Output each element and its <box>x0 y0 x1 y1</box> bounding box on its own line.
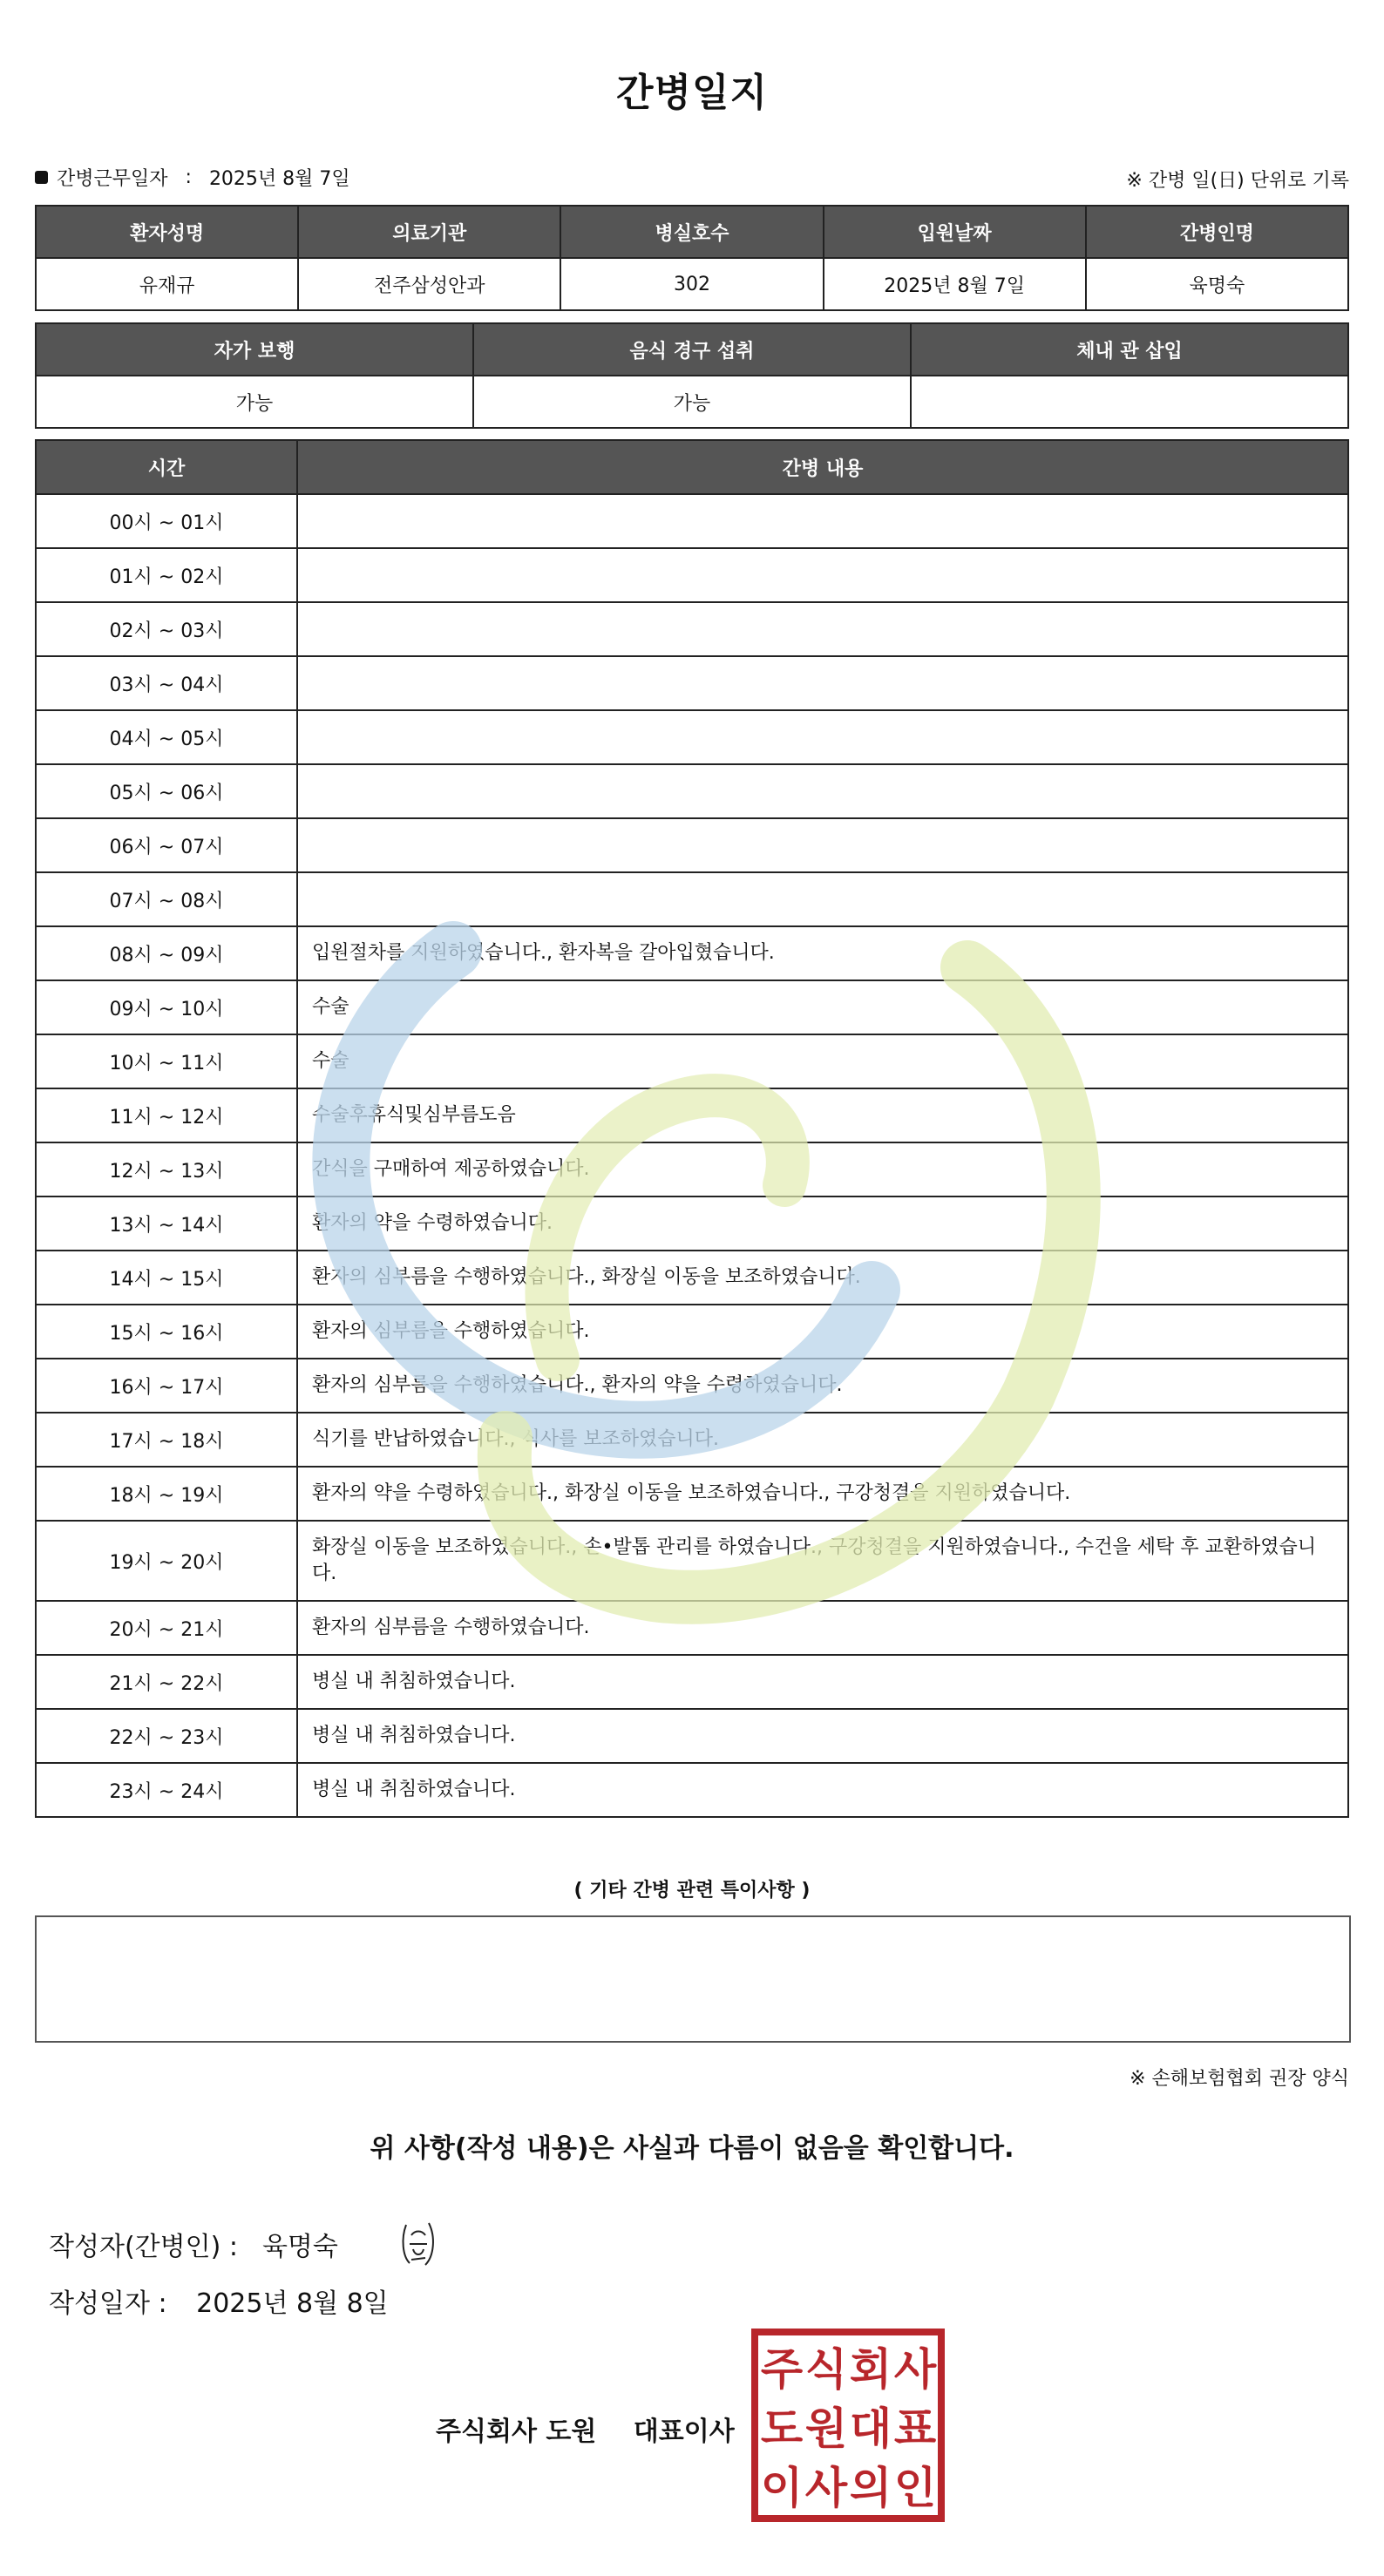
header-patient-name: 환자성명 <box>36 206 298 258</box>
hourly-care-log-table <box>35 439 1349 1818</box>
header-tube-insertion: 체내 관 삽입 <box>911 323 1348 376</box>
admission-date: 2025년 8월 7일 <box>824 258 1086 310</box>
log-content-cell <box>297 764 1348 818</box>
seal-character: 이 <box>760 2463 804 2513</box>
patient-status-header-row <box>36 323 1348 376</box>
company-line <box>436 2410 735 2448</box>
company-seal-stamp <box>751 2329 945 2522</box>
log-time-cell: 18시 ~ 19시 <box>36 1467 297 1521</box>
care-log-header-row <box>36 440 1348 494</box>
seal-character: 사 <box>804 2463 848 2513</box>
seal-character: 도 <box>760 2403 804 2454</box>
writer-label: 작성자(간병인) : <box>49 2232 238 2262</box>
representative-title: 대표이사 <box>633 2417 735 2447</box>
recommended-form-note: ※ 손해보험협회 권장 양식 <box>1130 2068 1349 2090</box>
log-content-cell: 환자의 약을 수령하였습니다., 화장실 이동을 보조하였습니다., 구강청결을 지원하였습니다. <box>297 1467 1348 1521</box>
care-log-row <box>36 926 1348 980</box>
room-number: 302 <box>560 258 823 310</box>
seal-character: 주 <box>760 2344 804 2395</box>
self-walking-value: 가능 <box>36 376 473 428</box>
log-content-cell: 병실 내 취침하였습니다. <box>297 1655 1348 1709</box>
care-log-row <box>36 1709 1348 1763</box>
special-notes-label: ( 기타 간병 관련 특이사항 ) <box>573 1880 811 1901</box>
log-content-cell: 환자의 약을 수령하였습니다. <box>297 1196 1348 1251</box>
log-time-cell: 07시 ~ 08시 <box>36 872 297 926</box>
care-log-row <box>36 1601 1348 1655</box>
log-content-cell <box>297 872 1348 926</box>
care-log-row <box>36 1763 1348 1817</box>
work-date-line <box>35 164 350 191</box>
log-time-cell: 23시 ~ 24시 <box>36 1763 297 1817</box>
seal-character: 회 <box>849 2344 892 2395</box>
bullet-square-icon <box>35 171 48 184</box>
care-log-row <box>36 872 1348 926</box>
header-room-number: 병실호수 <box>560 206 823 258</box>
header-oral-intake: 음식 경구 섭취 <box>473 323 911 376</box>
seal-character: 원 <box>804 2403 848 2454</box>
work-date-label: 간병근무일자 <box>57 168 168 190</box>
seal-character: 사 <box>893 2344 937 2395</box>
log-content-cell <box>297 548 1348 602</box>
header-time: 시간 <box>36 440 297 494</box>
log-time-cell: 13시 ~ 14시 <box>36 1196 297 1251</box>
log-time-cell: 16시 ~ 17시 <box>36 1359 297 1413</box>
care-log-row <box>36 1467 1348 1521</box>
log-content-cell <box>297 656 1348 710</box>
care-log-row <box>36 494 1348 548</box>
care-log-row <box>36 602 1348 656</box>
log-time-cell: 05시 ~ 06시 <box>36 764 297 818</box>
patient-info-table <box>35 205 1349 311</box>
log-time-cell: 15시 ~ 16시 <box>36 1305 297 1359</box>
log-content-cell <box>297 710 1348 764</box>
caregiver-name: 육명숙 <box>1086 258 1348 310</box>
writer-name: 육명숙 <box>261 2232 338 2262</box>
header-caregiver-name: 간병인명 <box>1086 206 1348 258</box>
log-content-cell: 입원절차를 지원하였습니다., 환자복을 갈아입혔습니다. <box>297 926 1348 980</box>
care-log-row <box>36 1196 1348 1251</box>
oral-intake-value: 가능 <box>473 376 911 428</box>
work-date-value: 2025년 8월 7일 <box>208 168 350 190</box>
log-time-cell: 11시 ~ 12시 <box>36 1088 297 1142</box>
log-content-cell <box>297 818 1348 872</box>
special-notes-box <box>35 1915 1351 2043</box>
company-name: 주식회사 도원 <box>436 2417 597 2447</box>
log-content-cell <box>297 494 1348 548</box>
log-time-cell: 17시 ~ 18시 <box>36 1413 297 1467</box>
header-self-walking: 자가 보행 <box>36 323 473 376</box>
care-log-row <box>36 656 1348 710</box>
seal-character: 의 <box>849 2463 892 2513</box>
log-content-cell: 화장실 이동을 보조하였습니다., 손•발톱 관리를 하였습니다., 구강청결을 지원하였습니다., 수건을 세탁 후 교환하였습니다. <box>297 1521 1348 1601</box>
care-log-row <box>36 764 1348 818</box>
log-time-cell: 14시 ~ 15시 <box>36 1251 297 1305</box>
care-log-row <box>36 1359 1348 1413</box>
page-title: 간병일지 <box>615 71 768 115</box>
log-content-cell: 환자의 심부름을 수행하였습니다. <box>297 1305 1348 1359</box>
care-log-row <box>36 1088 1348 1142</box>
log-time-cell: 19시 ~ 20시 <box>36 1521 297 1601</box>
care-log-row <box>36 818 1348 872</box>
handwritten-signature <box>399 2218 438 2270</box>
log-content-cell: 수술후휴식및심부름도음 <box>297 1088 1348 1142</box>
log-time-cell: 20시 ~ 21시 <box>36 1601 297 1655</box>
seal-character: 식 <box>804 2344 848 2395</box>
log-time-cell: 02시 ~ 03시 <box>36 602 297 656</box>
header-admission-date: 입원날짜 <box>824 206 1086 258</box>
daily-record-note: ※ 간병 일(日) 단위로 기록 <box>1126 170 1349 192</box>
hospital-name: 전주삼성안과 <box>298 258 560 310</box>
log-content-cell: 병실 내 취침하였습니다. <box>297 1763 1348 1817</box>
log-time-cell: 12시 ~ 13시 <box>36 1142 297 1196</box>
log-content-cell: 환자의 심부름을 수행하였습니다., 환자의 약을 수령하였습니다. <box>297 1359 1348 1413</box>
log-time-cell: 03시 ~ 04시 <box>36 656 297 710</box>
log-time-cell: 01시 ~ 02시 <box>36 548 297 602</box>
patient-info-header-row <box>36 206 1348 258</box>
log-time-cell: 04시 ~ 05시 <box>36 710 297 764</box>
care-log-row <box>36 1413 1348 1467</box>
log-content-cell <box>297 602 1348 656</box>
log-time-cell: 09시 ~ 10시 <box>36 980 297 1034</box>
seal-character: 인 <box>893 2463 937 2513</box>
care-log-row <box>36 548 1348 602</box>
tube-insertion-value <box>911 376 1348 428</box>
care-log-row <box>36 710 1348 764</box>
patient-name: 유재규 <box>36 258 298 310</box>
seal-character: 표 <box>893 2403 937 2454</box>
log-time-cell: 21시 ~ 22시 <box>36 1655 297 1709</box>
log-time-cell: 00시 ~ 01시 <box>36 494 297 548</box>
care-log-body <box>36 494 1348 1817</box>
written-date-value: 2025년 8월 8일 <box>196 2288 389 2319</box>
log-content-cell: 수술 <box>297 980 1348 1034</box>
work-date-separator: : <box>185 166 192 188</box>
care-log-row <box>36 1251 1348 1305</box>
log-content-cell: 병실 내 취침하였습니다. <box>297 1709 1348 1763</box>
patient-status-table <box>35 322 1349 429</box>
log-time-cell: 06시 ~ 07시 <box>36 818 297 872</box>
patient-info-value-row <box>36 258 1348 310</box>
care-log-row <box>36 1521 1348 1601</box>
header-hospital: 의료기관 <box>298 206 560 258</box>
log-time-cell: 08시 ~ 09시 <box>36 926 297 980</box>
log-content-cell: 식기를 반납하였습니다., 식사를 보조하였습니다. <box>297 1413 1348 1467</box>
written-date-label: 작성일자 : <box>49 2288 167 2319</box>
care-log-row <box>36 980 1348 1034</box>
confirmation-statement: 위 사항(작성 내용)은 사실과 다름이 없음을 확인합니다. <box>370 2133 1014 2164</box>
written-date-line <box>49 2281 389 2320</box>
patient-status-value-row <box>36 376 1348 428</box>
log-content-cell: 환자의 심부름을 수행하였습니다. <box>297 1601 1348 1655</box>
care-log-row <box>36 1034 1348 1088</box>
seal-character: 대 <box>849 2403 892 2454</box>
log-content-cell: 간식을 구매하여 제공하였습니다. <box>297 1142 1348 1196</box>
log-content-cell: 수술 <box>297 1034 1348 1088</box>
care-log-row <box>36 1655 1348 1709</box>
care-log-row <box>36 1305 1348 1359</box>
header-care-content: 간병 내용 <box>297 440 1348 494</box>
care-log-row <box>36 1142 1348 1196</box>
log-time-cell: 10시 ~ 11시 <box>36 1034 297 1088</box>
writer-line <box>49 2218 438 2270</box>
log-time-cell: 22시 ~ 23시 <box>36 1709 297 1763</box>
log-content-cell: 환자의 심부름을 수행하였습니다., 화장실 이동을 보조하였습니다. <box>297 1251 1348 1305</box>
